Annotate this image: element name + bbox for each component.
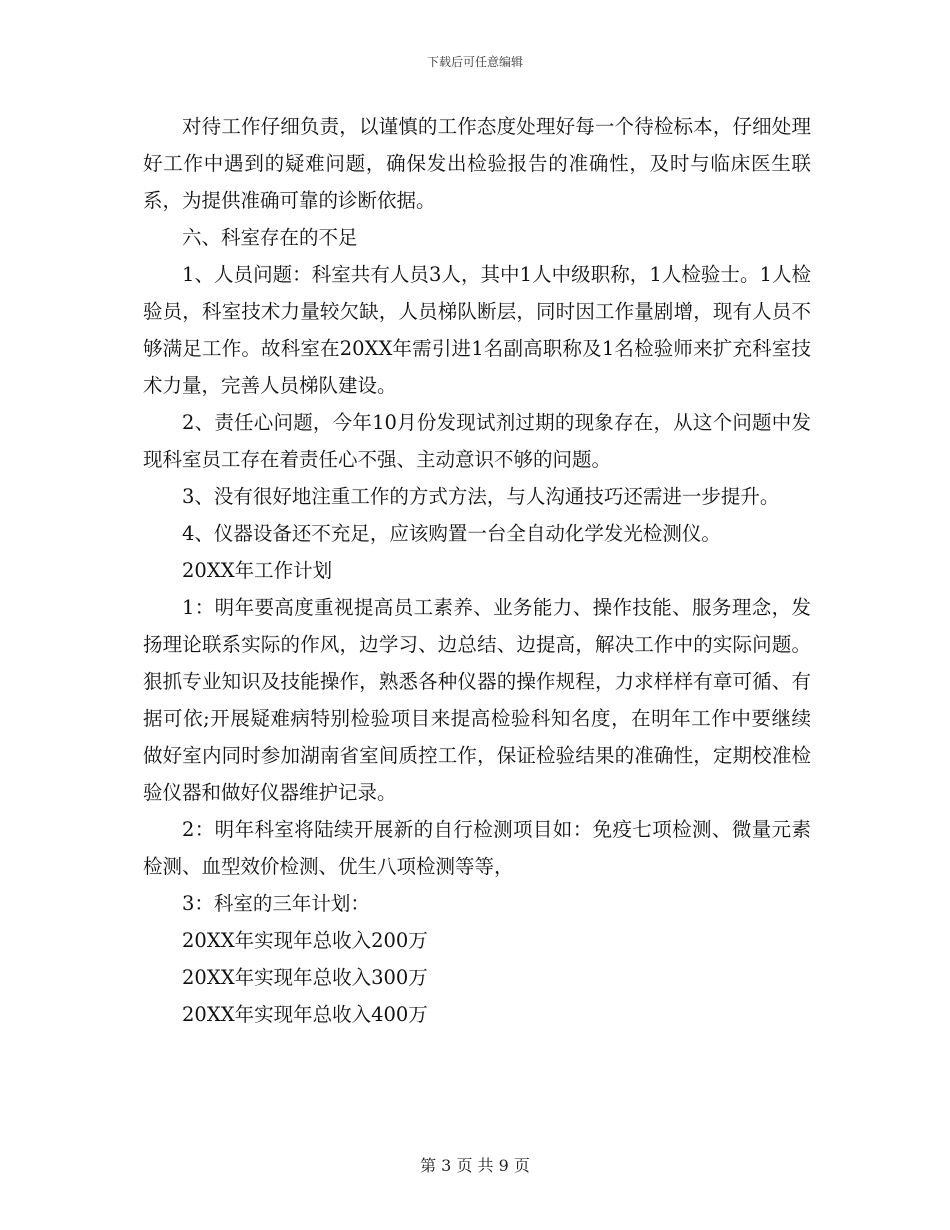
- plan-item: 20XX年实现年总收入300万: [182, 966, 428, 989]
- page-footer: 第 3 页 共 9 页: [420, 1156, 530, 1175]
- paragraph: 1：明年要高度重视提高员工素养、业务能力、操作技能、服务理念，发扬理论联系实际的作风，边学习、边总结、边提高，解决工作中的实际问题。狠抓专业知识及技能操作，熟悉各种仪器的操作规程，力求样样有章可循、有据可依;开展疑难病特别检验项目来提高检验科知名度，在明年工作中要继续做好室内同时参加湖南省室间质控工作，保证检验结果的准确性，定期校准检验仪器和做好仪器维护记录。: [143, 596, 811, 804]
- paragraph: 3：科室的三年计划：: [182, 892, 370, 915]
- paragraph: 2：明年科室将陆续开展新的自行检测项目如：免疫七项检测、微量元素检测、血型效价检测、优生八项检测等等，: [143, 818, 811, 878]
- document-body: [143, 108, 811, 1033]
- paragraph: 4、仪器设备还不充足，应该购置一台全自动化学发光检测仪。: [182, 522, 721, 545]
- page-header: 下载后可任意编辑: [426, 55, 523, 69]
- section-heading: 六、科室存在的不足: [182, 226, 358, 249]
- plan-item: 20XX年实现年总收入400万: [182, 1003, 428, 1026]
- paragraph: 对待工作仔细负责，以谨慎的工作态度处理好每一个待检标本，仔细处理好工作中遇到的疑难问题，确保发出检验报告的准确性，及时与临床医生联系，为提供准确可靠的诊断依据。: [143, 115, 811, 212]
- plan-item: 20XX年实现年总收入200万: [182, 929, 428, 952]
- paragraph: 3、没有很好地注重工作的方式方法，与人沟通技巧还需进一步提升。: [182, 485, 780, 508]
- paragraph: 2、责任心问题，今年10月份发现试剂过期的现象存在，从这个问题中发现科室员工存在着责任心不强、主动意识不够的问题。: [143, 411, 811, 471]
- section-heading: 20XX年工作计划: [182, 559, 333, 582]
- paragraph: 1、人员问题：科室共有人员3人，其中1人中级职称，1人检验士。1人检验员，科室技术力量较欠缺，人员梯队断层，同时因工作量剧增，现有人员不够满足工作。故科室在20XX年需引进1名副高职称及1名检验师来扩充科室技术力量，完善人员梯队建设。: [143, 263, 811, 397]
